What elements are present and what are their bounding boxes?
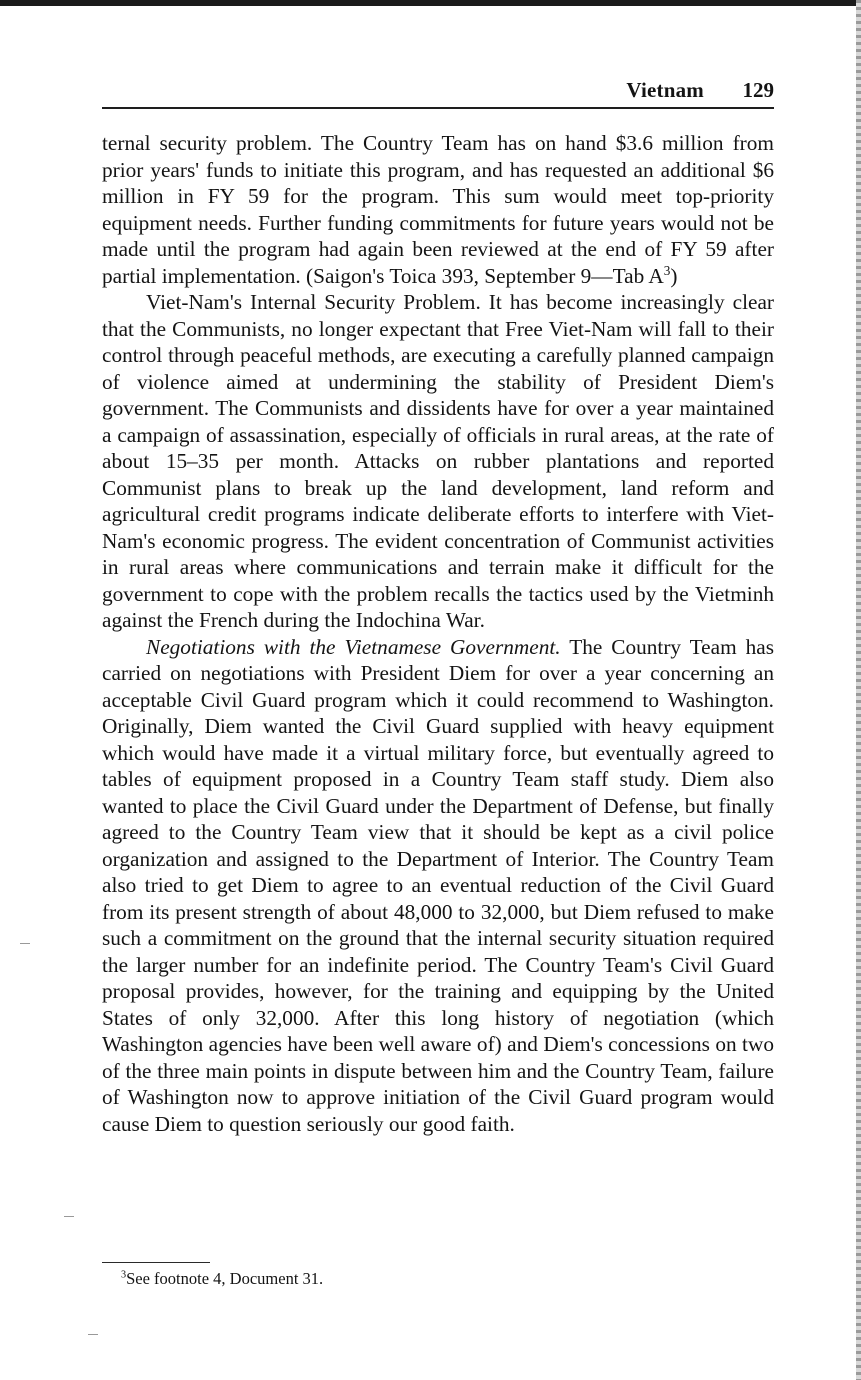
footnote-rule [102,1262,210,1263]
margin-mark [20,943,30,944]
page-header [102,76,774,106]
footnote-text: See footnote 4, Document 31. [126,1269,324,1288]
footnote [121,1269,323,1289]
header-rule [102,107,774,109]
margin-mark [64,1216,74,1217]
paragraph-3-lead: Negotiations with the Vietnamese Government. [146,634,561,659]
paragraph-2: Viet-Nam's Internal Security Problem. It has become increasingly clear that the Communists, no longer expectant that Free Viet-Nam will fall to their control through peaceful methods, are executing a carefully planned campaign of violence aimed at undermining the stability of President Diem's government. The Communists and dissidents have for over a year maintained a campaign of assassination, especially of officials in rural areas, at the rate of about 15–35 per month. Attacks on rubber plantations and reported Communist plans to break up the land development, land reform and agricultural credit programs indicate deliberate efforts to interfere with Viet-Nam's economic progress. The evident concentration of Communist activities in rural areas where communications and terrain make it difficult for the government to cope with the problem recalls the tactics used by the Vietminh against the French during the Indochina War. [102,290,774,632]
footnote-marker: 3 [121,1269,127,1281]
page-right-edge [856,0,861,1380]
paragraph-1-tail: ) [670,263,678,288]
page-top-edge [0,0,861,6]
paragraph-3-text: The Country Team has carried on negotiations with President Diem for over a year concerning an acceptable Civil Guard program which it could recommend to Washington. Originally, Diem wanted the Civil Guard supplied with heavy equipment which would have made it a virtual military force, but eventually agreed to tables of equipment proposed in a Country Team staff study. Diem also wanted to place the Civil Guard under the Department of Defense, but finally agreed to the Country Team view that it should be kept as a civil police organization and assigned to the Department of Interior. The Country Team also tried to get Diem to agree to an eventual reduction of the Civil Guard from its present strength of about 48,000 to 32,000, but Diem refused to make such a commitment on the ground that the internal security situation required the larger number for an indefinite period. The Country Team's Civil Guard proposal provides, however, for the training and equipping by the United States of only 32,000. After this long history of negotiation (which Washington agencies have been well aware of) and Diem's concessions on two of the three main points in dispute between him and the Country Team, failure of Washington now to approve initiation of the Civil Guard program would cause Diem to question seriously our good faith. [102,634,774,1136]
paragraph-3 [102,634,774,1138]
footnote-ref-marker: 3 [663,262,671,278]
page-number: 129 [742,78,774,102]
paragraph-1-text: ternal security problem. The Country Team has on hand $3.6 million from prior years' funds to initiate this program, and has requested an additional $6 million in FY 59 for the program. This sum would meet top-priority equipment needs. Further funding commitments for future years would not be made until the program had again been reviewed at the end of FY 59 after partial implementation. (Saigon's Toica 393, September 9—Tab A [102,131,774,288]
running-head: Vietnam [626,78,704,102]
margin-mark [88,1334,98,1335]
body-text [102,130,774,1137]
paragraph-1 [102,130,774,289]
